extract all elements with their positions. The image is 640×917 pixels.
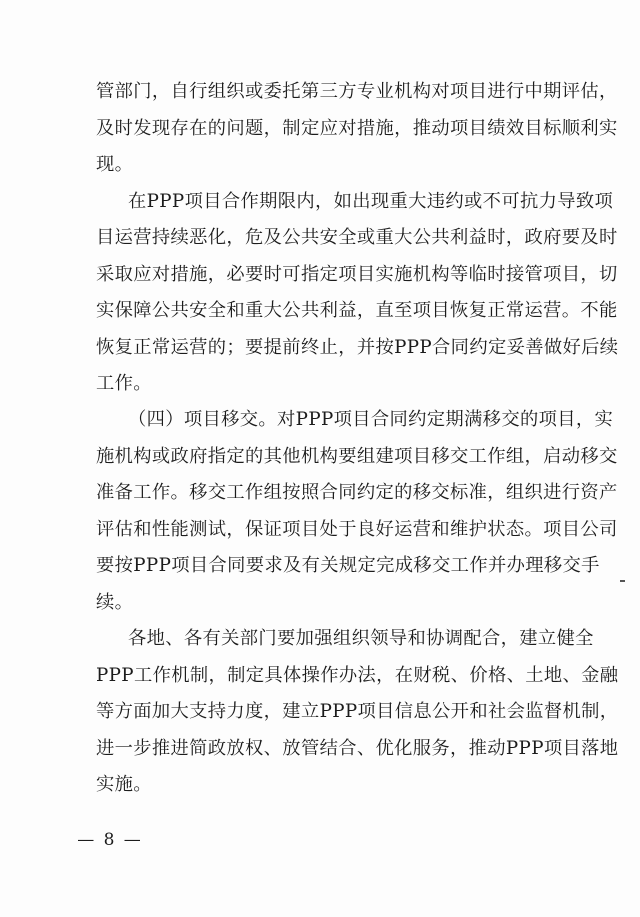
text-line: 评估和性能测试，保证项目处于良好运营和维护状态。项目公司 xyxy=(96,519,618,540)
text-line: 恢复正常运营的；要提前终止，并按PPP合同约定妥善做好后续 xyxy=(96,337,619,358)
text-line: 工作。 xyxy=(96,373,152,394)
paragraph-first-line: （四）项目移交。对PPP项目合同约定期满移交的项目，实 xyxy=(128,409,614,430)
text-line: 采取应对措施，必要时可指定项目实施机构等临时接管项目，切 xyxy=(96,264,618,285)
text-line: 现。 xyxy=(96,154,134,175)
text-line: 准备工作。移交工作组按照合同约定的移交标准，组织进行资产 xyxy=(96,482,618,503)
paragraph-first-line: 在PPP项目合作期限内，如出现重大违约或不可抗力导致项 xyxy=(128,191,614,212)
text-line: 实保障公共安全和重大公共利益，直至项目恢复正常运营。不能 xyxy=(96,300,618,321)
text-line: 实施。 xyxy=(96,774,152,795)
paragraph-first-line: 各地、各有关部门要加强组织领导和协调配合，建立健全 xyxy=(128,628,594,649)
text-line: 续。 xyxy=(96,592,134,613)
text-line: 及时发现存在的问题，制定应对措施，推动项目绩效目标顺利实 xyxy=(96,118,618,139)
text-line: 目运营持续恶化，危及公共安全或重大公共利益时，政府要及时 xyxy=(96,227,618,248)
text-line: 进一步推进简政放权、放管结合、优化服务，推动PPP项目落地 xyxy=(96,738,619,759)
text-line: PPP工作机制，制定具体操作办法，在财税、价格、土地、金融 xyxy=(96,665,619,686)
text-line: 等方面加大支持力度，建立PPP项目信息公开和社会监督机制， xyxy=(96,701,619,722)
scan-mark xyxy=(620,580,625,582)
text-line: 施机构或政府指定的其他机构要组建项目移交工作组，启动移交 xyxy=(96,446,618,467)
text-line: 要按PPP项目合同要求及有关规定完成移交工作并办理移交手 xyxy=(96,555,600,576)
page-number: — 8 — xyxy=(77,830,143,850)
text-line: 管部门，自行组织或委托第三方专业机构对项目进行中期评估， xyxy=(96,81,618,102)
